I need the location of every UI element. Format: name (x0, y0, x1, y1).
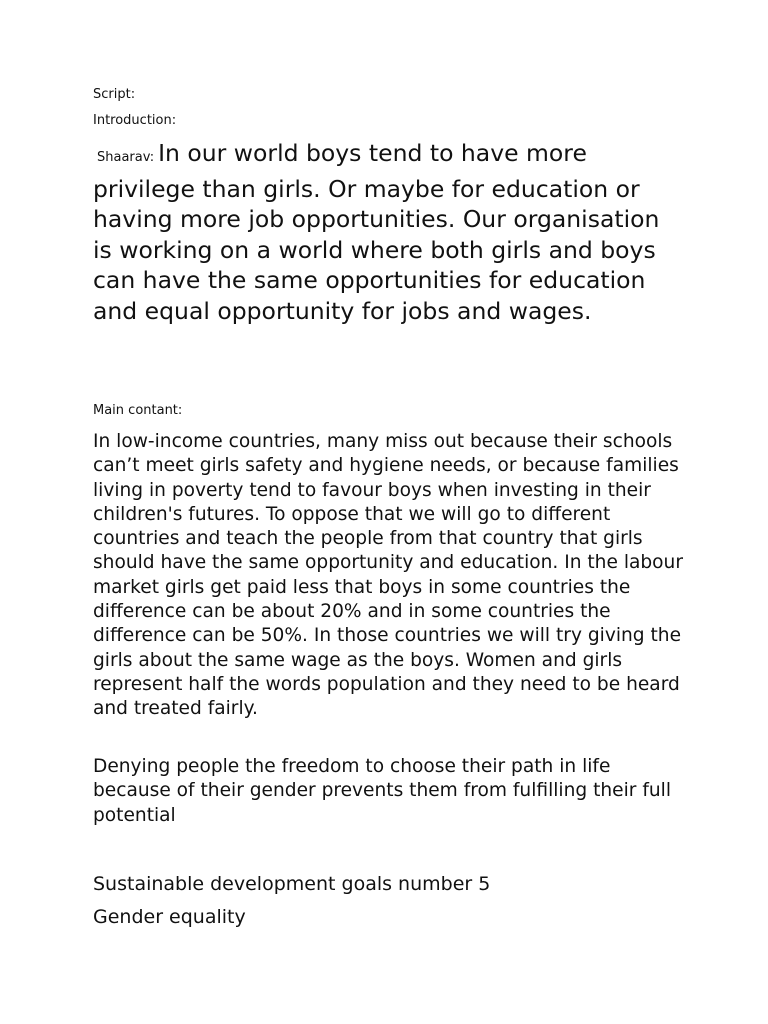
sdg-topic: Gender equality (93, 906, 246, 928)
speaker-name: Shaarav: (97, 150, 155, 165)
sdg-line: Sustainable development goals number 5 (93, 873, 491, 895)
introduction-text: In our world boys tend to have more privilege than girls. Or maybe for education or having more job opportunities. Our organisation is working on a world where both girls and boys can have the same opportunities for education and equal opportunity for jobs and wages. (93, 139, 660, 325)
main-content-paragraph: In low-income countries, many miss out because their schools can’t meet girls safety and hygiene needs, or because families living in poverty tend to favour boys when investing in their children's futures. To oppose that we will go to different countries and teach the people from that country that girls should have the same opportunity and education. In the labour market girls get paid less that boys in some countries the difference can be about 20% and in some countries the difference can be 50%. In those countries we will try giving the girls about the same wage as the boys. Women and girls represent half the words population and they need to be heard and treated fairly. (93, 431, 683, 720)
introduction-label: Introduction: (93, 113, 177, 128)
introduction-paragraph (93, 138, 678, 326)
denying-paragraph: Denying people the freedom to choose their path in life because of their gender prevents them from fulfilling their full potential (93, 756, 671, 826)
main-content-label: Main contant: (93, 403, 183, 418)
script-label: Script: (93, 87, 136, 102)
